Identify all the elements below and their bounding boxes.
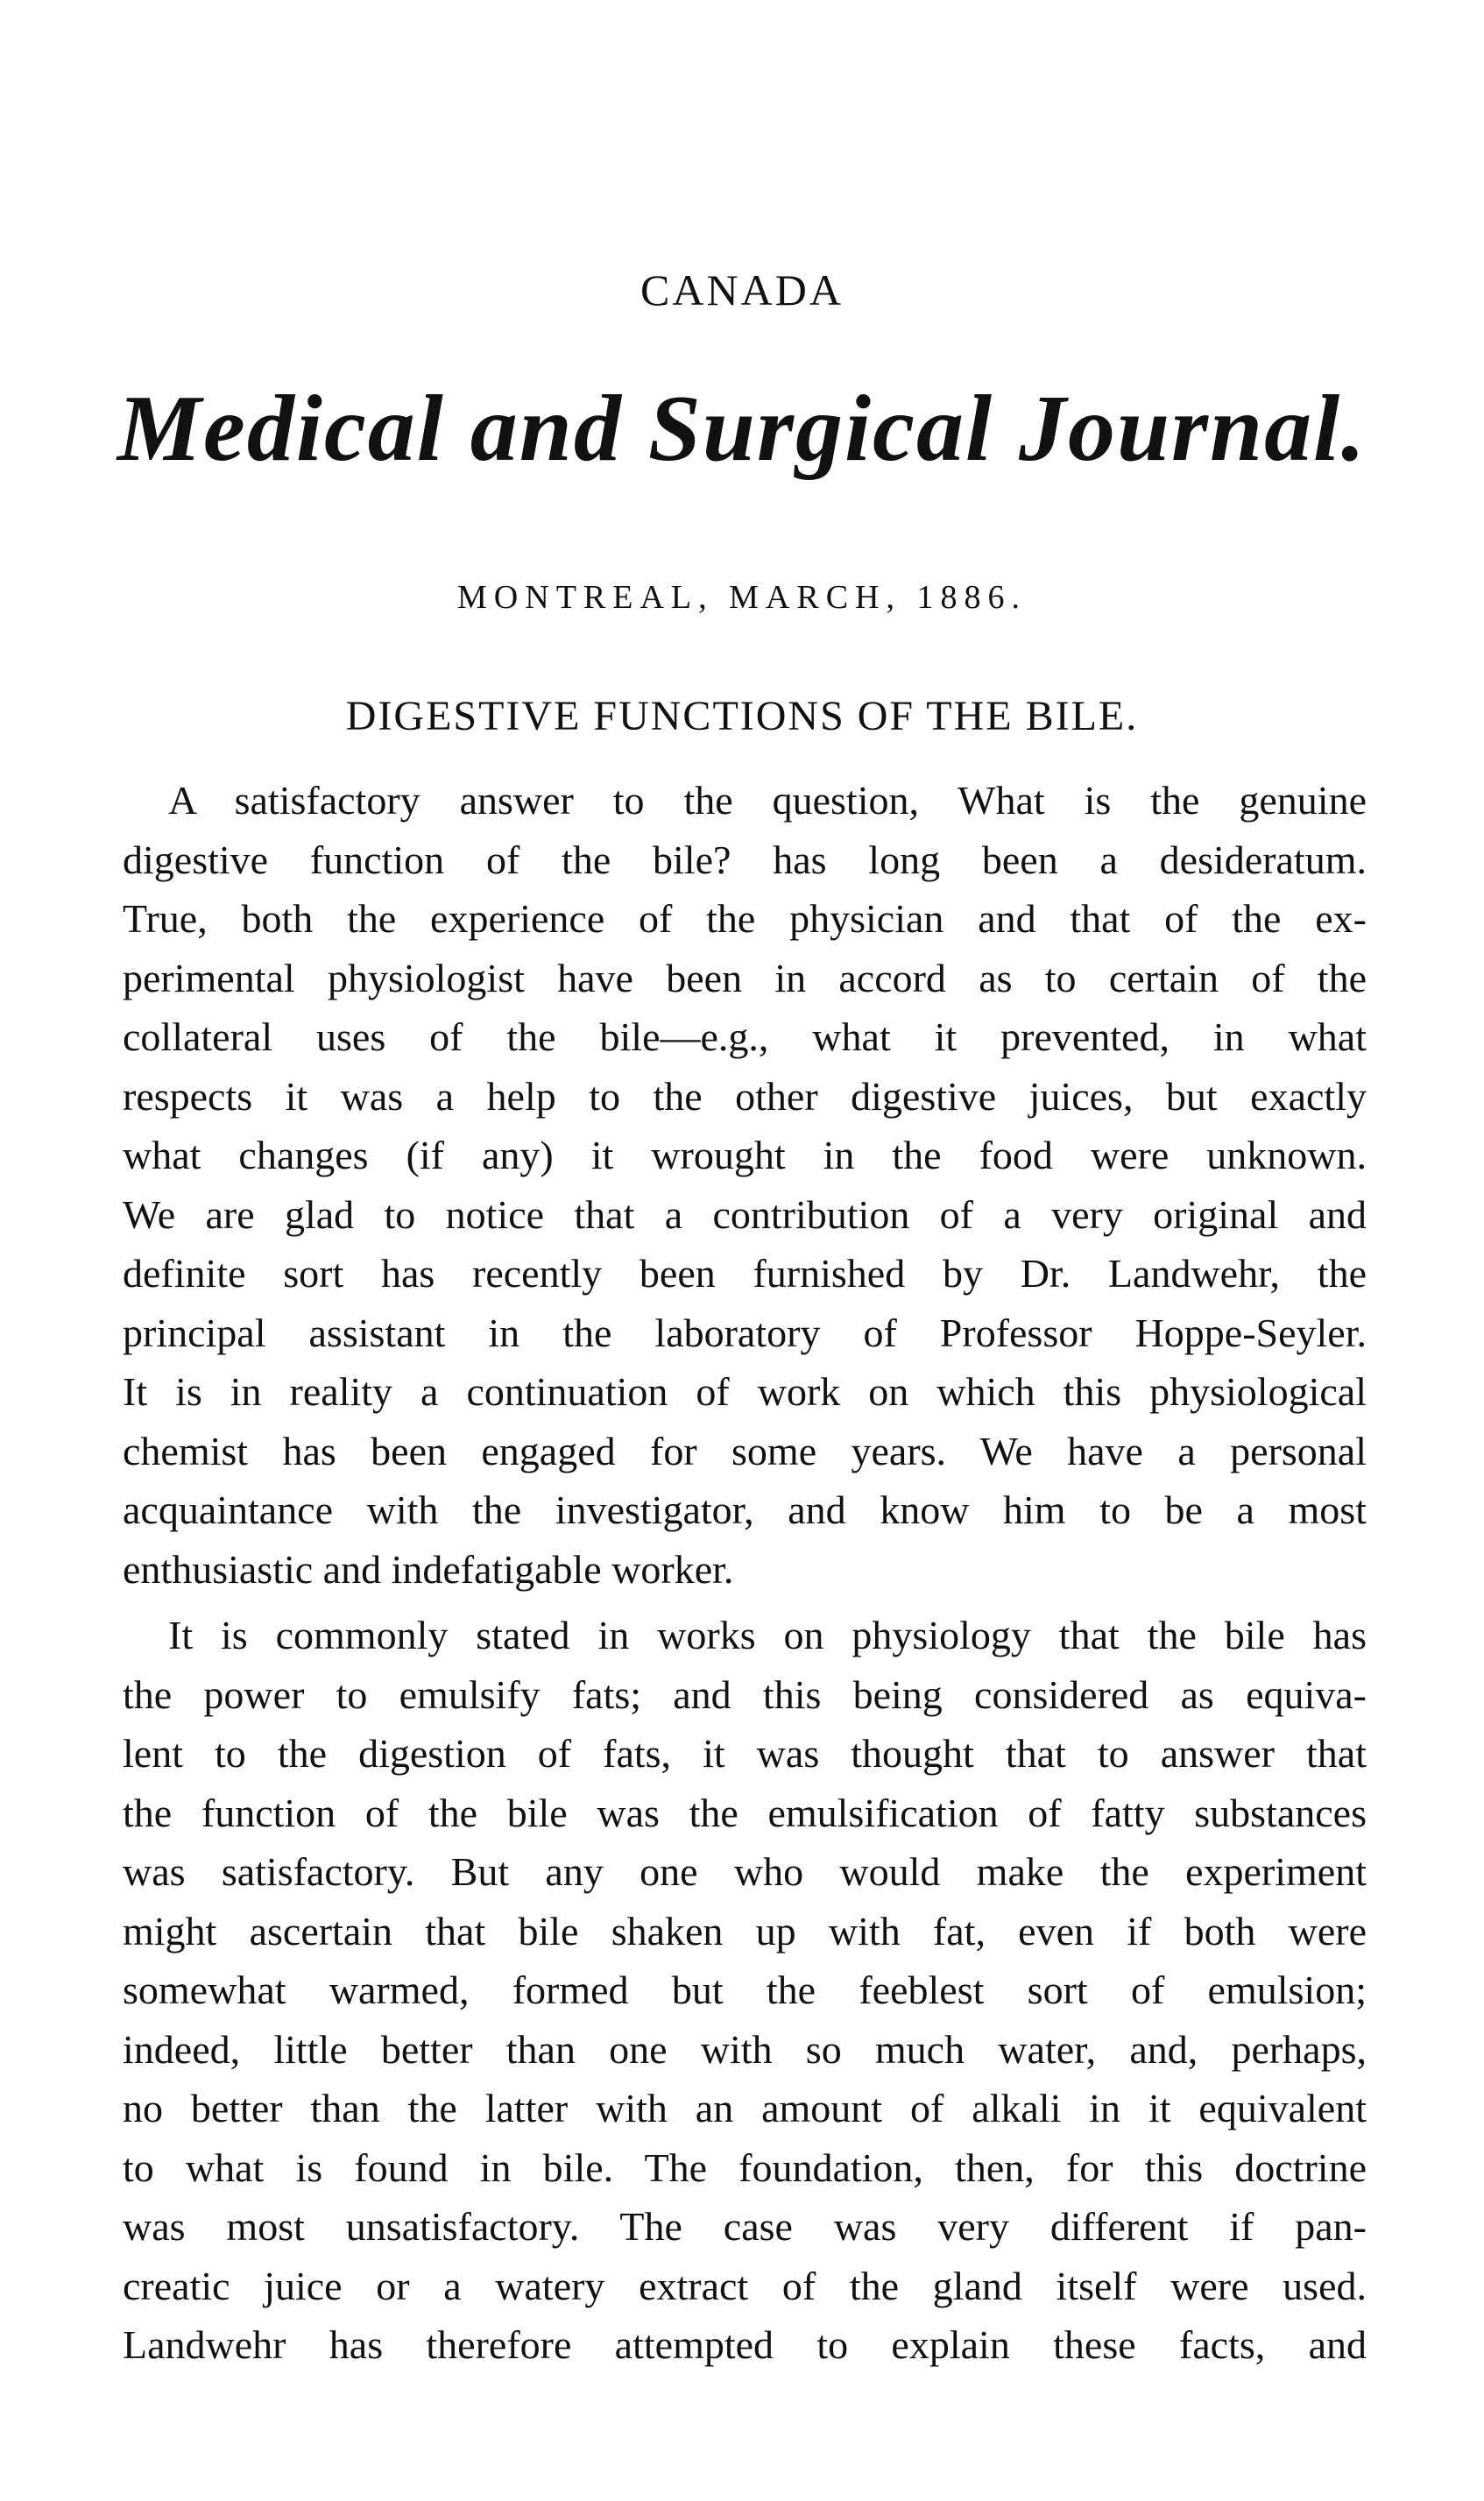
text-line: A satisfactory answer to the question, What is the genuine bbox=[168, 778, 1367, 823]
publication-title: Medical and Surgical Journal. bbox=[117, 377, 1367, 481]
text-line: no better than the latter with an amount of alkali in it equivalent bbox=[123, 2086, 1367, 2130]
text-line: was satisfactory. But any one who would make the experiment bbox=[123, 1849, 1367, 1894]
text-line: lent to the digestion of fats, it was thought that to answer that bbox=[123, 1731, 1367, 1776]
text-line: might ascertain that bile shaken up with fat, even if both were bbox=[123, 1908, 1367, 1953]
text-line: definite sort has recently been furnished by Dr. Landwehr, the bbox=[123, 1251, 1367, 1296]
text-line: True, both the experience of the physician and that of the ex- bbox=[123, 896, 1367, 941]
text-line: perimental physiologist have been in accord as to certain of the bbox=[123, 955, 1367, 1000]
text-line: the function of the bile was the emulsification of fatty substances bbox=[123, 1790, 1367, 1835]
article-body bbox=[123, 771, 1367, 2375]
text-line: collateral uses of the bile—e.g., what it prevented, in what bbox=[123, 1014, 1367, 1059]
text-line: Landwehr has therefore attempted to explain these facts, and bbox=[123, 2322, 1367, 2367]
text-line: was most unsatisfactory. The case was very different if pan- bbox=[123, 2204, 1367, 2249]
text-line: the power to emulsify fats; and this being considered as equiva- bbox=[123, 1671, 1367, 1717]
text-line: to what is found in bile. The foundation, then, for this doctrine bbox=[123, 2144, 1367, 2190]
text-line: It is commonly stated in works on physiology that the bile has bbox=[168, 1613, 1367, 1657]
paragraph-1 bbox=[123, 771, 1367, 1599]
text-line: digestive function of the bile? has long been a desideratum. bbox=[123, 837, 1367, 882]
text-line: creatic juice or a watery extract of the gland itself were used. bbox=[123, 2263, 1367, 2308]
text-line: indeed, little better than one with so much water, and, perhaps, bbox=[123, 2026, 1367, 2072]
paragraph-gap bbox=[123, 1599, 1367, 1606]
text-line: somewhat warmed, formed but the feeblest sort of emulsion; bbox=[123, 1968, 1367, 2012]
text-line: enthusiastic and indefatigable worker. bbox=[123, 1546, 734, 1592]
publication-prefix: CANADA bbox=[640, 265, 844, 314]
text-line: principal assistant in the laboratory of Professor Hoppe-Seyler. bbox=[123, 1310, 1367, 1355]
text-line: acquaintance with the investigator, and know him to be a most bbox=[123, 1487, 1367, 1532]
dateline: MONTREAL, MARCH, 1886. bbox=[457, 579, 1027, 616]
text-line: We are glad to notice that a contribution of a very original and bbox=[123, 1191, 1367, 1237]
text-line: respects it was a help to the other digestive juices, but exactly bbox=[123, 1073, 1367, 1119]
text-line: It is in reality a continuation of work on which this physiological bbox=[123, 1369, 1367, 1414]
text-line: what changes (if any) it wrought in the food were unknown. bbox=[123, 1133, 1367, 1177]
article-title: DIGESTIVE FUNCTIONS OF THE BILE. bbox=[345, 693, 1139, 739]
paragraph-2 bbox=[123, 1606, 1367, 2375]
text-line: chemist has been engaged for some years. We have a personal bbox=[123, 1428, 1367, 1473]
